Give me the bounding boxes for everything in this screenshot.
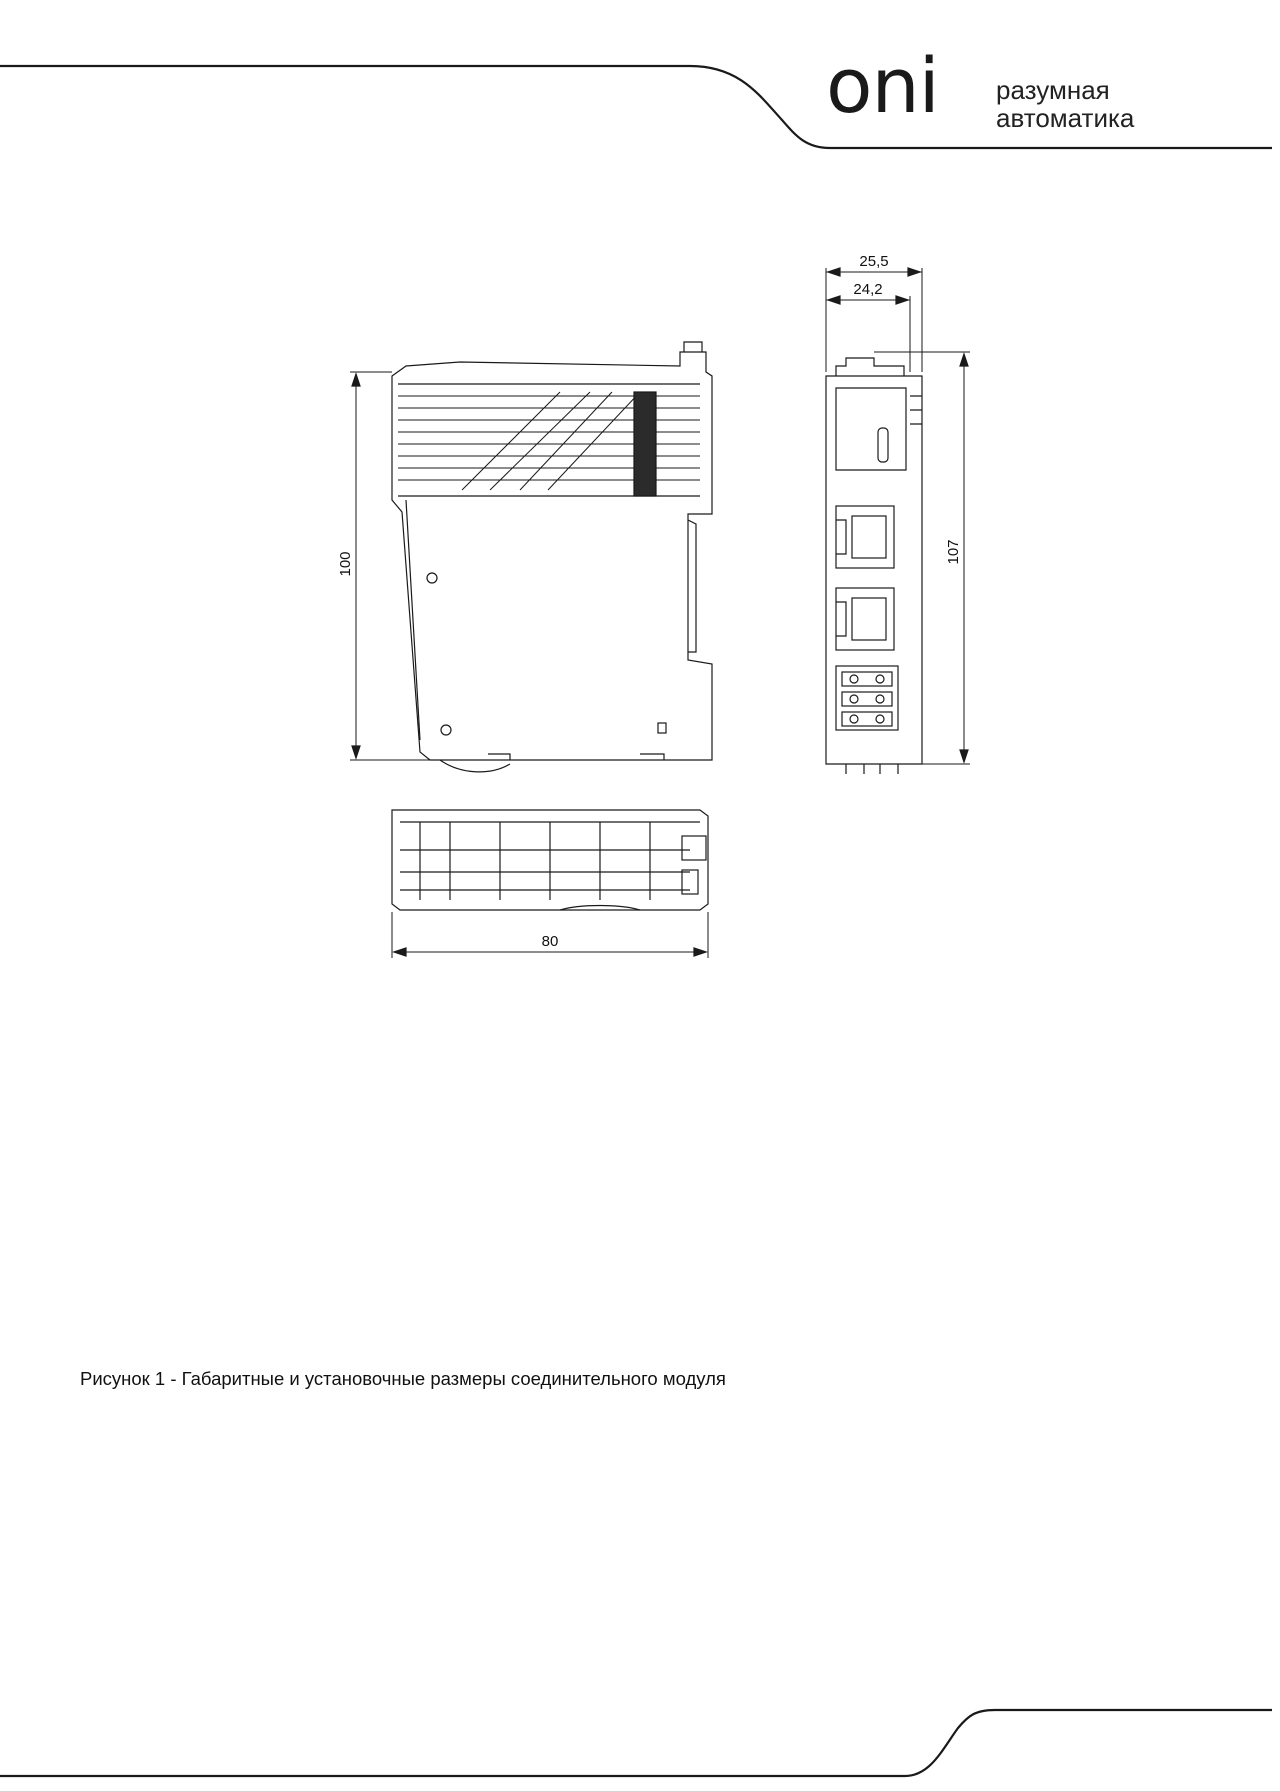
dim-width-outer: 25,5 [859,253,889,270]
usb-port [878,428,888,462]
oni-logo: oni [826,41,939,130]
front-view [826,268,970,774]
ethernet-port-1 [836,506,894,568]
dim-height-front: 107 [945,539,962,565]
ethernet-port-2 [836,588,894,650]
tagline-line-1: разумная [996,75,1110,105]
figure-caption: Рисунок 1 - Габаритные и установочные размеры соединительного модуля [80,1368,726,1389]
power-terminal [836,666,898,730]
side-view [350,342,712,772]
terminal-block [634,392,656,496]
dim-depth: 80 [541,933,559,950]
tagline-line-2: автоматика [996,103,1135,133]
dim-width-inner: 24,2 [853,281,883,298]
dim-height-side: 100 [337,551,354,577]
